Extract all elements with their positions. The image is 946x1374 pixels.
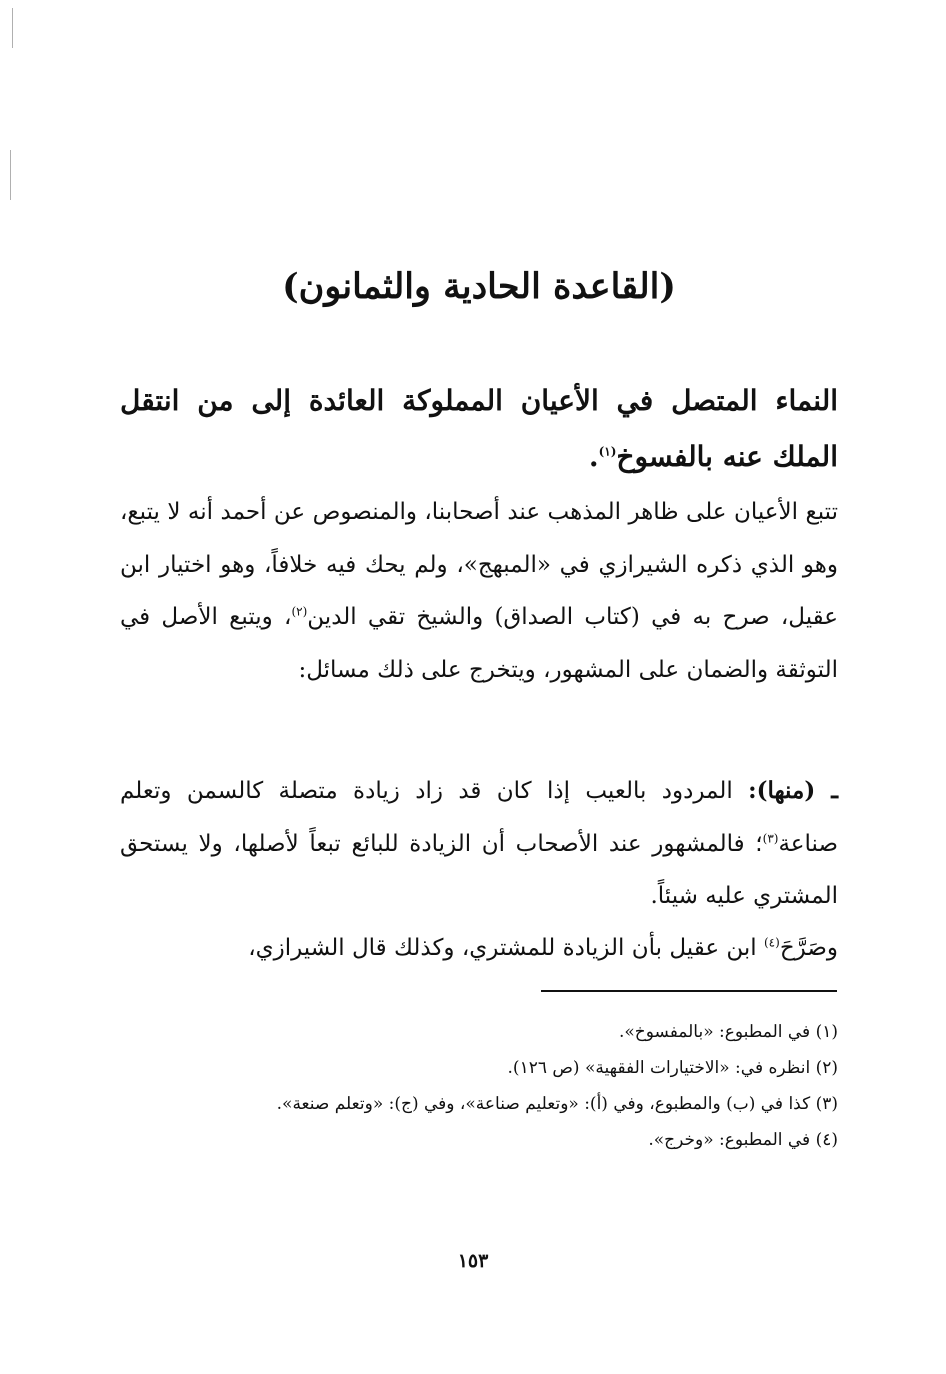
paragraph-2 bbox=[120, 765, 838, 923]
footnote-ref-3: (٣) bbox=[762, 830, 779, 845]
footnote-ref-4: (٤) bbox=[763, 935, 780, 950]
footnote-ref-1: (١) bbox=[598, 444, 617, 459]
footnote-1: (١) في المطبوع: «بالمفسوخ». bbox=[618, 1022, 838, 1042]
paragraph-2-lead: ـ (منها): bbox=[748, 777, 838, 804]
paragraph-2-part-2: ؛ فالمشهور عند الأصحاب أن الزيادة للبائع تبعاً لأصلها، ولا يستحق المشتري عليه شيئاً. bbox=[120, 830, 838, 909]
footnote-divider bbox=[541, 990, 837, 992]
paragraph-3 bbox=[120, 922, 838, 975]
paragraph-1-part-1: تتبع الأعيان على ظاهر المذهب عند أصحابنا، والمنصوص عن أحمد أنه لا يتبع، وهو الذي ذكره الشيرازي في «المبهج»، ولم يحك فيه خلافاً، وهو اختيار ابن عقيل، صرح به في (كتاب الصداق) والشيخ تقي الدين bbox=[120, 499, 838, 630]
rule-title: (القاعدة الحادية والثمانون) bbox=[282, 266, 676, 307]
rule-heading-text: النماء المتصل في الأعيان المملوكة العائدة إلى من انتقل الملك عنه بالفسوخ bbox=[120, 384, 838, 473]
footnote-3: (٣) كذا في (ب) والمطبوع، وفي (أ): «وتعليم صناعة»، وفي (ج): «وتعلم صنعة». bbox=[276, 1094, 838, 1114]
paragraph-1 bbox=[120, 486, 838, 696]
paragraph-3-part-2: ابن عقيل بأن الزيادة للمشتري، وكذلك قال الشيرازي، bbox=[248, 935, 764, 961]
scan-margin-mark-side bbox=[10, 150, 11, 200]
rule-heading-end: . bbox=[588, 440, 599, 473]
paragraph-2-part-1: المردود بالعيب إذا كان قد زاد زيادة متصلة كالسمن وتعلم صناعة bbox=[120, 778, 838, 857]
paragraph-1-part-2: ، ويتبع الأصل في التوثقة والضمان على المشهور، ويتخرج على ذلك مسائل: bbox=[120, 604, 838, 683]
page-number: ١٥٣ bbox=[457, 1250, 489, 1272]
scan-margin-mark-top bbox=[12, 8, 13, 48]
footnote-2: (٢) انظره في: «الاختيارات الفقهية» (ص ١٢٦). bbox=[507, 1058, 838, 1078]
paragraph-3-part-1: وصَرَّحَ bbox=[779, 935, 838, 961]
rule-heading bbox=[120, 373, 838, 485]
footnote-4: (٤) في المطبوع: «وخرج». bbox=[648, 1130, 838, 1150]
footnote-ref-2: (٢) bbox=[291, 604, 308, 619]
footnotes bbox=[120, 1016, 838, 1160]
